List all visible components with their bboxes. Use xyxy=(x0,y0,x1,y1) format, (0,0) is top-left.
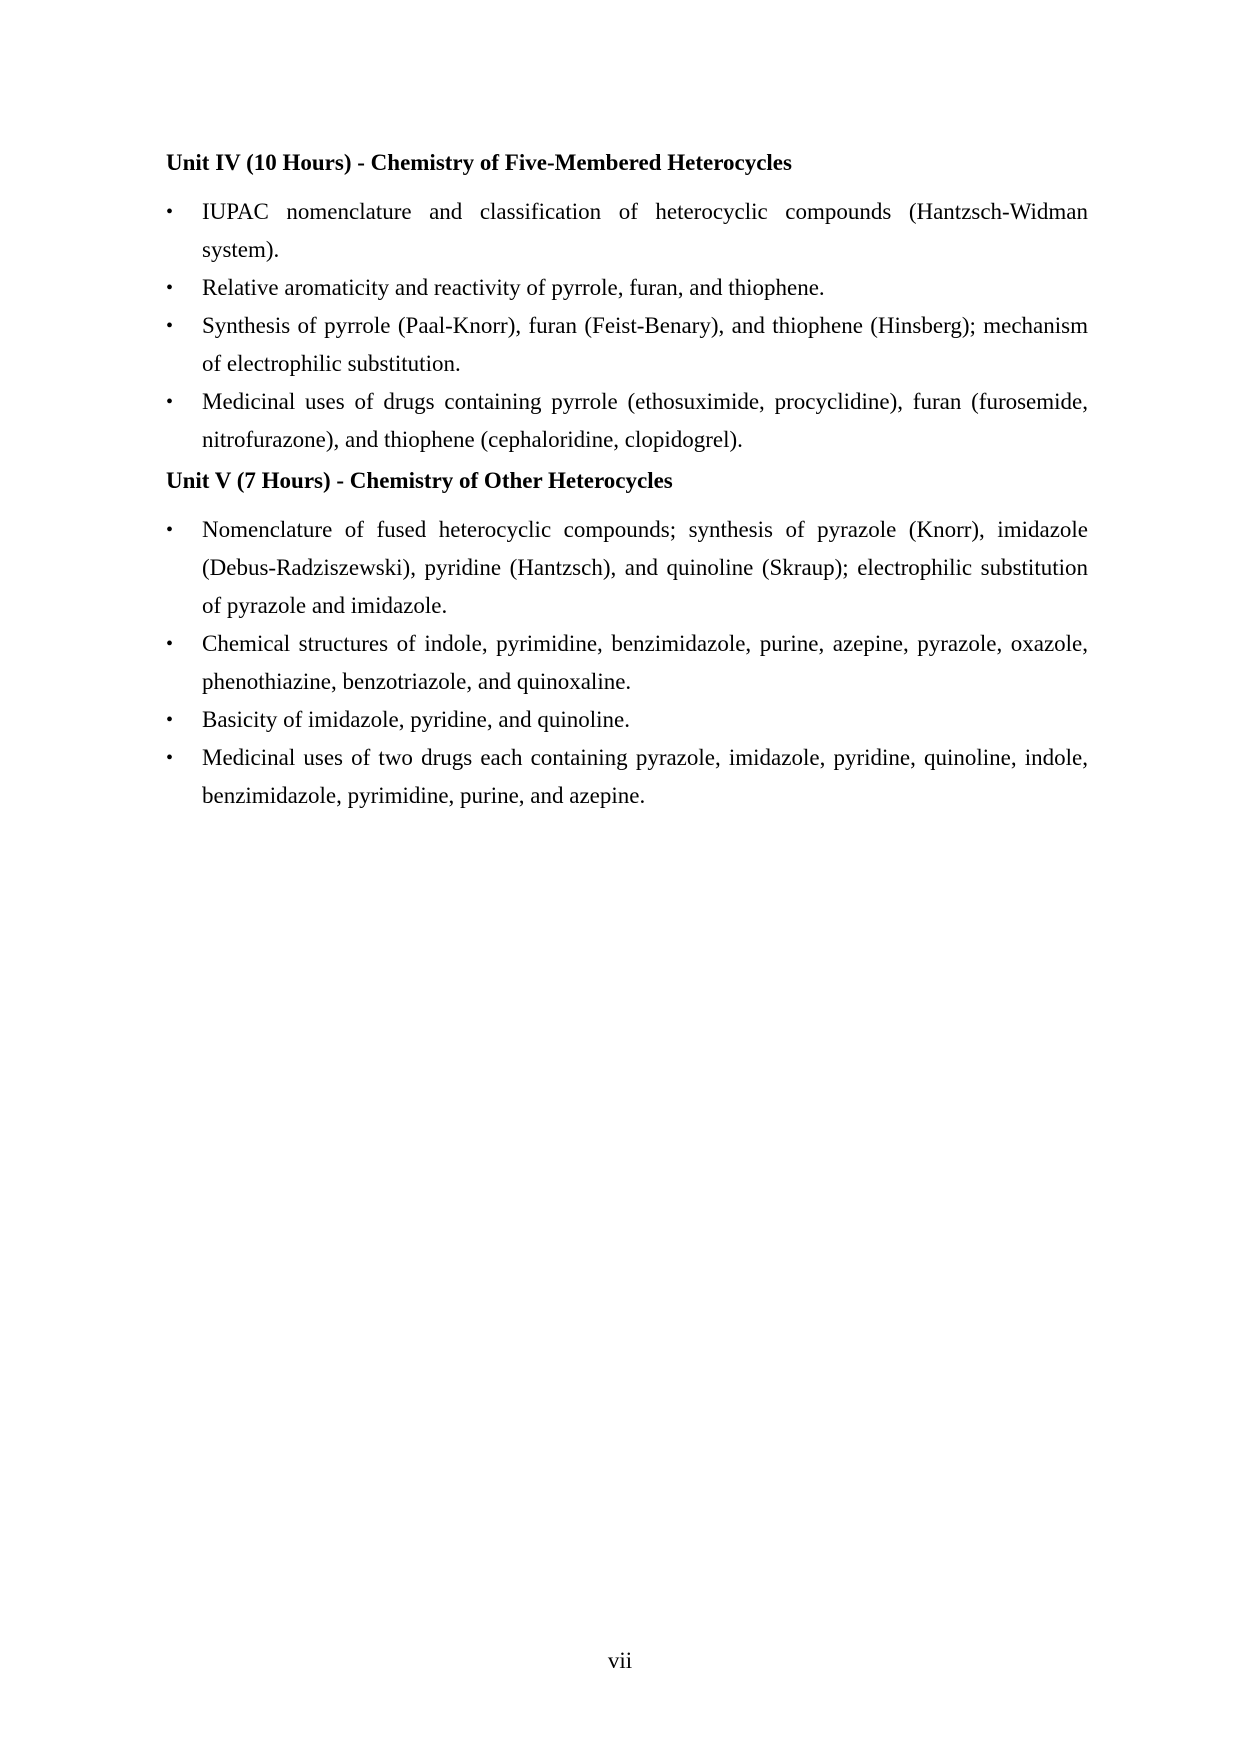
list-item-text: Chemical structures of indole, pyrimidine, benzimidazole, purine, azepine, pyrazole, oxazole, phenothiazine, benzotriazole, and quinoxaline. xyxy=(202,631,1088,694)
unit-v-section xyxy=(166,465,1088,815)
list-item-text: Relative aromaticity and reactivity of pyrrole, furan, and thiophene. xyxy=(202,275,825,300)
bullet-icon: • xyxy=(166,633,174,655)
bullet-icon: • xyxy=(166,519,174,541)
bullet-icon: • xyxy=(166,709,174,731)
page-content xyxy=(166,147,1088,821)
list-item-text: Medicinal uses of two drugs each containing pyrazole, imidazole, pyridine, quinoline, indole, benzimidazole, pyrimidine, purine, and azepine. xyxy=(202,745,1088,808)
bullet-icon: • xyxy=(166,277,174,299)
bullet-icon: • xyxy=(166,391,174,413)
unit-iv-heading: Unit IV (10 Hours) - Chemistry of Five-Membered Heterocycles xyxy=(166,150,792,175)
list-item xyxy=(166,307,1088,383)
page-number: vii xyxy=(607,1648,633,1673)
unit-iv-topic-list xyxy=(166,193,1088,459)
list-item-text: IUPAC nomenclature and classification of heterocyclic compounds (Hantzsch-Widman system). xyxy=(202,199,1088,262)
unit-v-topic-list xyxy=(166,511,1088,815)
list-item-text: Synthesis of pyrrole (Paal-Knorr), furan (Feist-Benary), and thiophene (Hinsberg); mechanism of electrophilic substitution. xyxy=(202,313,1088,376)
list-item-text: Basicity of imidazole, pyridine, and quinoline. xyxy=(202,707,630,732)
list-item xyxy=(166,511,1088,625)
list-item xyxy=(166,383,1088,459)
list-item xyxy=(166,625,1088,701)
bullet-icon: • xyxy=(166,201,174,223)
bullet-icon: • xyxy=(166,747,174,769)
list-item-text: Medicinal uses of drugs containing pyrrole (ethosuximide, procyclidine), furan (furosemide, nitrofurazone), and thiophene (cephaloridine, clopidogrel). xyxy=(202,389,1088,452)
list-item xyxy=(166,193,1088,269)
list-item-text: Nomenclature of fused heterocyclic compounds; synthesis of pyrazole (Knorr), imidazole (Debus-Radziszewski), pyridine (Hantzsch), and quinoline (Skraup); electrophilic substitution of pyrazole and imidazole. xyxy=(202,517,1088,618)
unit-iv-section xyxy=(166,147,1088,459)
list-item xyxy=(166,739,1088,815)
list-item xyxy=(166,269,1088,307)
bullet-icon: • xyxy=(166,315,174,337)
list-item xyxy=(166,701,1088,739)
unit-v-heading: Unit V (7 Hours) - Chemistry of Other Heterocycles xyxy=(166,468,673,493)
